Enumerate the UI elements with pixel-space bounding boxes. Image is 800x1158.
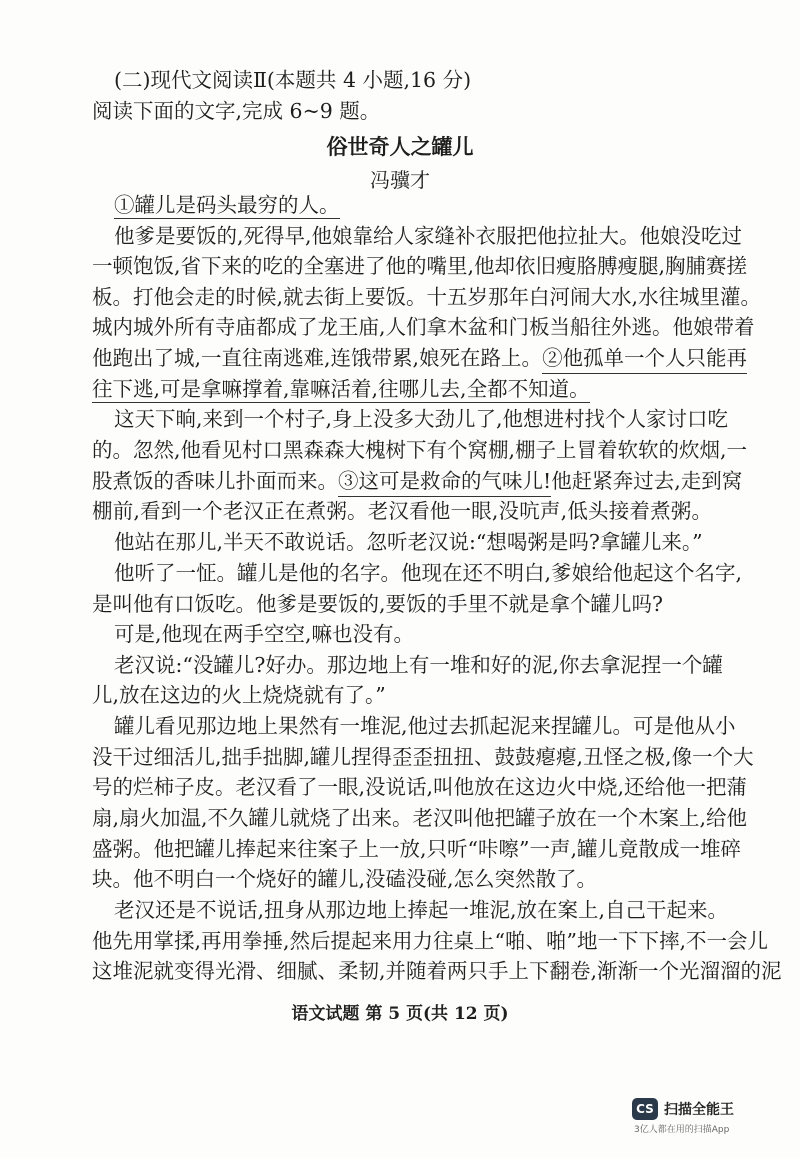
text-line: 棚前,看到一个老汉正在煮粥。老汉看他一眼,没吭声,低头接着煮粥。 <box>92 499 712 523</box>
marked-sentence-3: ③这可是救命的气味儿! <box>338 467 551 497</box>
text-line: 股煮饭的香味儿扑面而来。 ③这可是救命的气味儿! 他赶紧奔过去,走到窝 <box>92 467 712 497</box>
page-footer: 语文试题 第 5 页(共 12 页) <box>291 1004 509 1024</box>
text-line: 可是,他现在两手空空,嘛也没有。 <box>114 622 415 646</box>
text-line: 老汉说:“没罐儿?好办。那边地上有一堆和好的泥,你去拿泥捏一个罐 <box>114 653 723 677</box>
text-line: 他爹是要饭的,死得早,他娘靠给人家缝补衣服把他拉扯大。他娘没吃过 <box>114 224 743 248</box>
text-line: 他跑出了城,一直往南逃难,连饿带累,娘死在路上。 ②他孤单一个人只能再 <box>92 344 712 374</box>
section-instruction: 阅读下面的文字,完成 6~9 题。 <box>92 99 381 123</box>
text-line: 板。打他会走的时候,就去街上要饭。十五岁那年白河闹大水,水往城里灌。 <box>92 285 762 309</box>
camscanner-logo-icon: CS <box>632 1098 658 1120</box>
marked-sentence-1: ①罐儿是码头最穷的人。 <box>114 193 340 217</box>
text-line: 这天下晌,来到一个村子,身上没多大劲儿了,他想进村找个人家讨口吃 <box>114 407 729 431</box>
text-line: 他先用掌揉,再用拳捶,然后提起来用力往桌上“啪、啪”地一下下摔,不一会儿 <box>92 929 769 953</box>
section-heading: (二)现代文阅读Ⅱ(本题共 4 小题,16 分) <box>114 68 472 92</box>
text-line: 盛粥。他把罐儿捧起来往案子上一放,只听“咔嚓”一声,罐儿竟散成一堆碎 <box>92 837 741 861</box>
text-line: 一顿饱饭,省下来的吃的全塞进了他的嘴里,他却依旧瘦胳膊瘦腿,胸脯赛搓 <box>92 254 748 278</box>
text-line: 的。忽然,他看见村口黑森森大槐树下有个窝棚,棚子上冒着软软的炊烟,一 <box>92 438 748 462</box>
text-line: 城内城外所有寺庙都成了龙王庙,人们拿木盆和门板当船往外逃。他娘带着 <box>92 315 755 339</box>
text-line: 他听了一怔。罐儿是他的名字。他现在还不明白,爹娘给他起这个名字, <box>114 561 743 585</box>
article-title: 俗世奇人之罐儿 <box>326 134 474 159</box>
article-author: 冯骥才 <box>370 168 430 192</box>
text-line: 没干过细活儿,拙手拙脚,罐儿捏得歪歪扭扭、鼓鼓瘪瘪,丑怪之极,像一个大 <box>92 745 754 769</box>
marked-sentence-2: ②他孤单一个人只能再 <box>542 344 747 374</box>
text-line: 扇,扇火加温,不久罐儿就烧了出来。老汉叫他把罐子放在一个木案上,给他 <box>92 806 748 830</box>
marked-sentence-2-cont: 往下逃,可是拿嘛撑着,靠嘛活着,往哪儿去,全都不知道。 <box>92 377 590 401</box>
text-line: 老汉还是不说话,扭身从那边地上捧起一堆泥,放在案上,自己干起来。 <box>114 898 729 922</box>
text-line: 这堆泥就变得光滑、细腻、柔韧,并随着两只手上下翻卷,渐渐一个光溜溜的泥 <box>92 959 782 983</box>
text-line: 是叫他有口饭吃。他爹是要饭的,要饭的手里不就是拿个罐儿吗? <box>92 592 664 616</box>
text-line: 儿,放在这边的火上烧烧就有了。” <box>92 683 386 707</box>
text-line: 号的烂柿子皮。老汉看了一眼,没说话,叫他放在这边火中烧,还给他一把蒲 <box>92 775 748 799</box>
scanner-watermark <box>632 1098 762 1135</box>
text-line: 罐儿看见那边地上果然有一堆泥,他过去抓起泥来捏罐儿。可是他从小 <box>114 714 736 738</box>
text-line: 他站在那儿,半天不敢说话。忽听老汉说:“想喝粥是吗?拿罐儿来。” <box>114 530 703 554</box>
text-line: 块。他不明白一个烧好的罐儿,没磕没碰,怎么突然散了。 <box>92 867 598 891</box>
watermark-tagline: 3亿人都在用的扫描App <box>634 1125 730 1135</box>
watermark-name: 扫描全能王 <box>664 1102 734 1118</box>
